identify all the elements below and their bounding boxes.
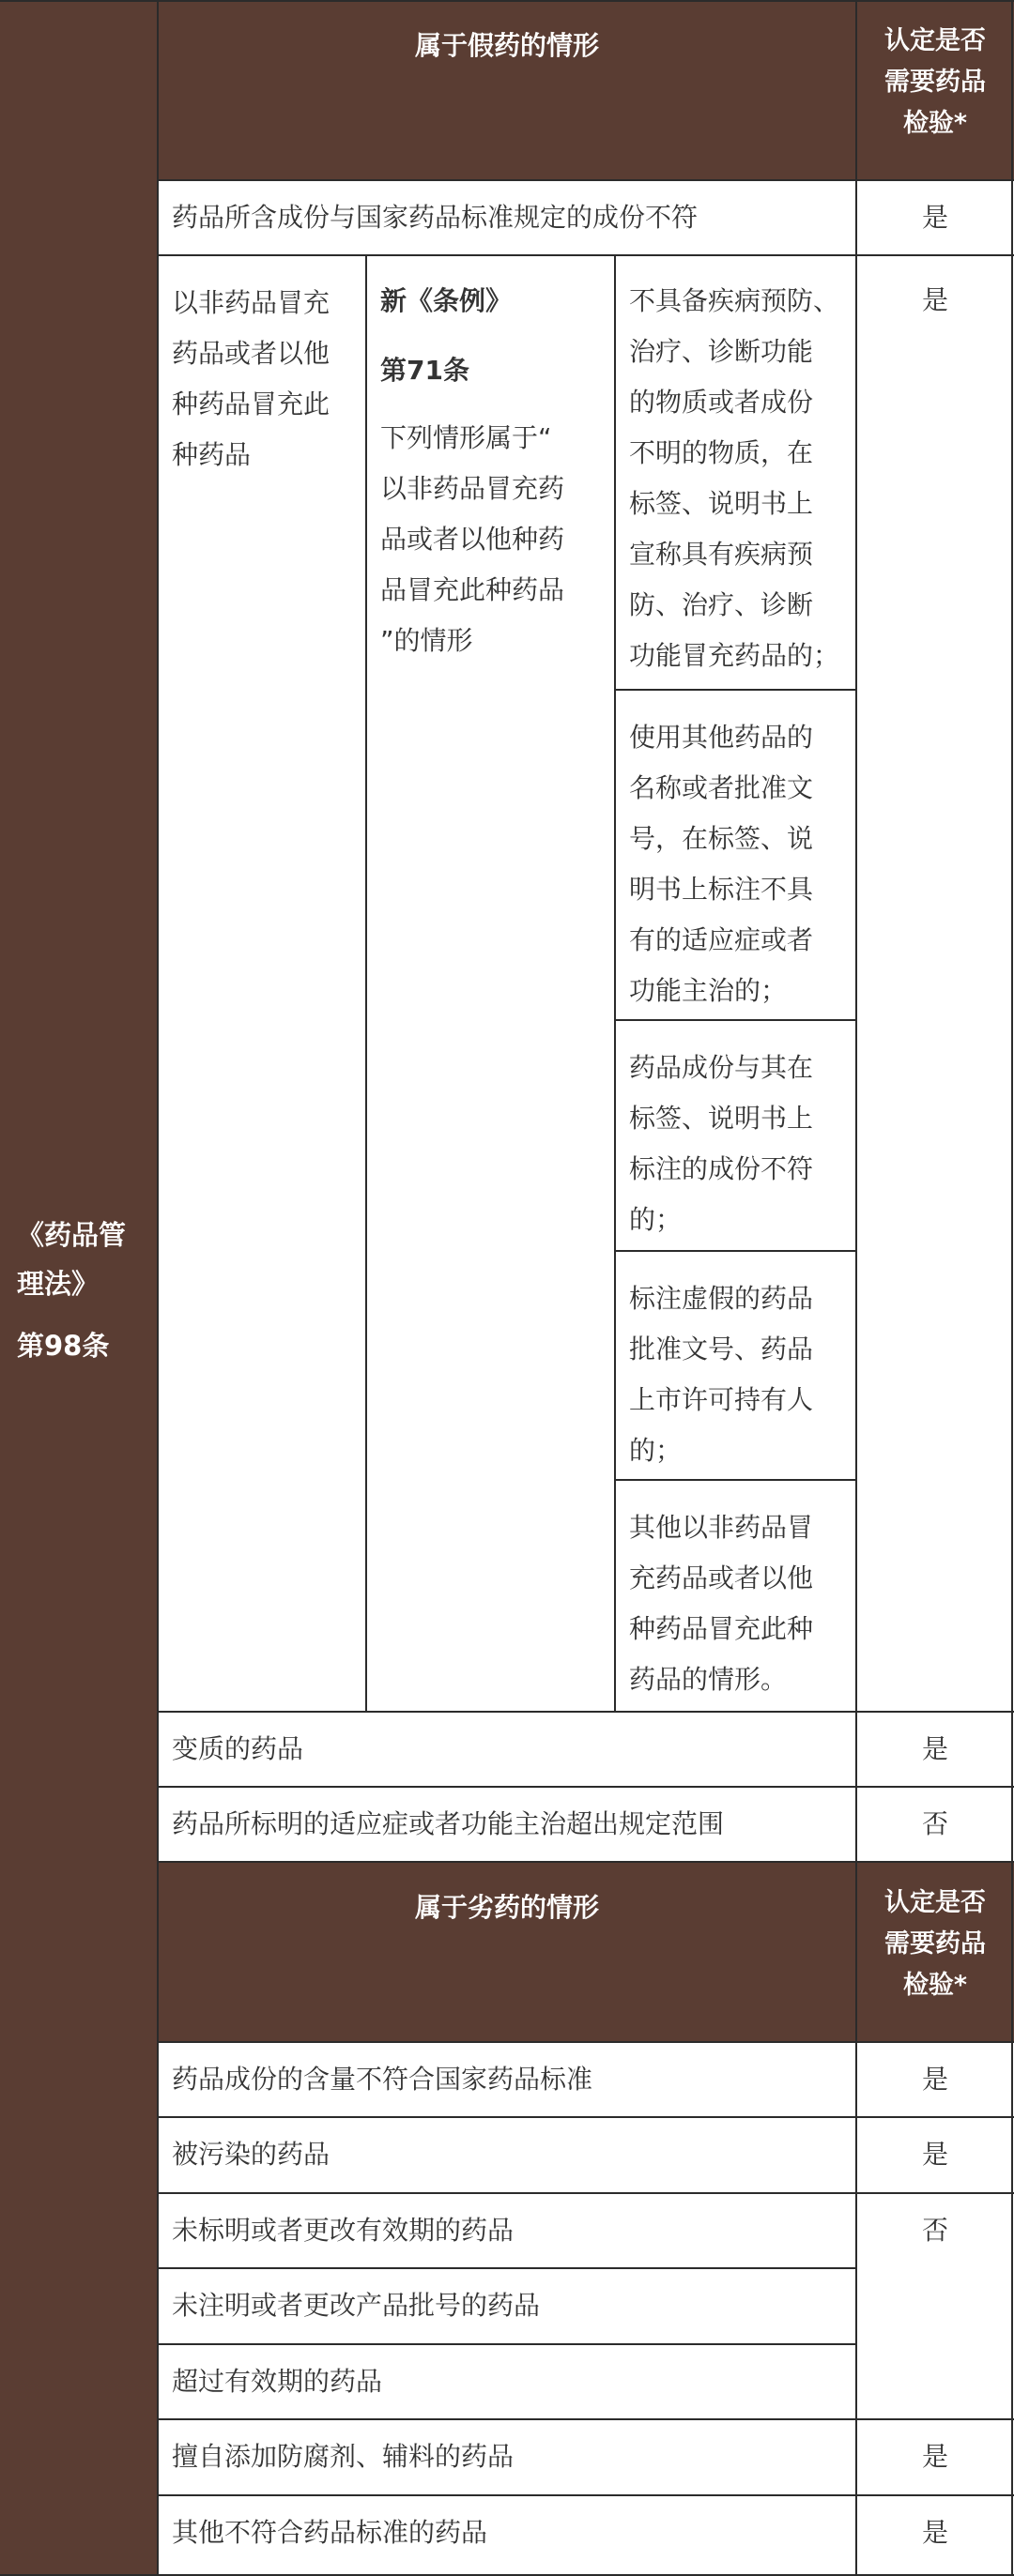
grid-line	[158, 2494, 1014, 2496]
grid-line	[365, 255, 367, 1712]
fake-row-4: 药品所标明的适应症或者功能主治超出规定范围	[158, 1787, 856, 1862]
inferior-row-1-check: 是	[856, 2042, 1014, 2117]
inferior-row-1: 药品成份的含量不符合国家药品标准	[158, 2042, 856, 2117]
fake-subitem-4: 标注虚假的药品 批准文号、药品 上市许可持有人 的；	[615, 1251, 856, 1480]
grid-line	[615, 1250, 856, 1252]
inferior-row-5: 超过有效期的药品	[158, 2344, 856, 2419]
inferior-row-6-check: 是	[856, 2419, 1014, 2495]
inferior-row-6: 擅自添加防腐剂、辅料的药品	[158, 2419, 856, 2495]
grid-line	[158, 2418, 1014, 2420]
fake-row-2-category: 以非药品冒充 药品或者以他 种药品冒充此 种药品	[158, 255, 366, 1712]
inferior-row-4: 未注明或者更改产品批号的药品	[158, 2268, 856, 2344]
grid-line	[158, 179, 1014, 181]
grid-line	[855, 0, 857, 2576]
grid-line	[615, 1479, 856, 1481]
fake-row-1-check: 是	[856, 180, 1014, 255]
fake-row-3: 变质的药品	[158, 1712, 856, 1787]
fake-subitem-2: 使用其他药品的 名称或者批准文 号，在标签、说 明书上标注不具 有的适应症或者 功能主治的；	[615, 690, 856, 1020]
fake-row-2-rule: 新《条例》 第71条 下列情形属于“ 以非药品冒充药 品或者以他种药 品冒充此种药品 ”的情形	[366, 255, 615, 1712]
inferior-section-header: 属于劣药的情形	[158, 1862, 856, 2042]
fake-subitem-1: 不具备疾病预防、 治疗、诊断功能 的物质或者成份 不明的物质，在 标签、说明书上 宣称具有疾病预 防、治疗、诊断 功能冒充药品的；	[615, 255, 856, 690]
law-title: 《药品管 理法》 第98条	[17, 1219, 127, 1362]
fake-check-header: 认定是否 需要药品 检验*	[856, 0, 1014, 180]
fake-section-header: 属于假药的情形	[158, 0, 856, 180]
inferior-row-3-5-check: 否	[856, 2193, 1014, 2419]
grid-line	[158, 2116, 1014, 2118]
fake-row-2-check: 是	[856, 255, 1014, 1712]
grid-line	[158, 254, 1014, 256]
fake-subitem-5: 其他以非药品冒 充药品或者以他 种药品冒充此种 药品的情形。	[615, 1480, 856, 1712]
grid-line	[158, 1861, 1014, 1863]
grid-line	[158, 1711, 1014, 1713]
fake-row-3-check: 是	[856, 1712, 1014, 1787]
grid-line	[615, 1019, 856, 1021]
inferior-row-2-check: 是	[856, 2117, 1014, 2193]
grid-line	[158, 2343, 856, 2345]
grid-line	[157, 0, 159, 2576]
grid-line	[158, 2192, 1014, 2194]
grid-line	[158, 1786, 1014, 1788]
inferior-row-2: 被污染的药品	[158, 2117, 856, 2193]
grid-line	[614, 255, 616, 1712]
grid-line	[615, 689, 856, 691]
grid-line	[158, 2041, 1014, 2043]
grid-line	[158, 2267, 856, 2269]
left-header-column	[0, 0, 158, 2576]
inferior-row-7: 其他不符合药品标准的药品	[158, 2495, 856, 2576]
grid-line	[1011, 0, 1013, 2576]
inferior-row-7-check: 是	[856, 2495, 1014, 2576]
fake-row-4-check: 否	[856, 1787, 1014, 1862]
fake-subitem-3: 药品成份与其在 标签、说明书上 标注的成份不符 的；	[615, 1020, 856, 1251]
grid-line	[0, 0, 1014, 2]
inferior-row-3: 未标明或者更改有效期的药品	[158, 2193, 856, 2268]
inferior-check-header: 认定是否 需要药品 检验*	[856, 1862, 1014, 2042]
fake-row-1: 药品所含成份与国家药品标准规定的成份不符	[158, 180, 856, 255]
